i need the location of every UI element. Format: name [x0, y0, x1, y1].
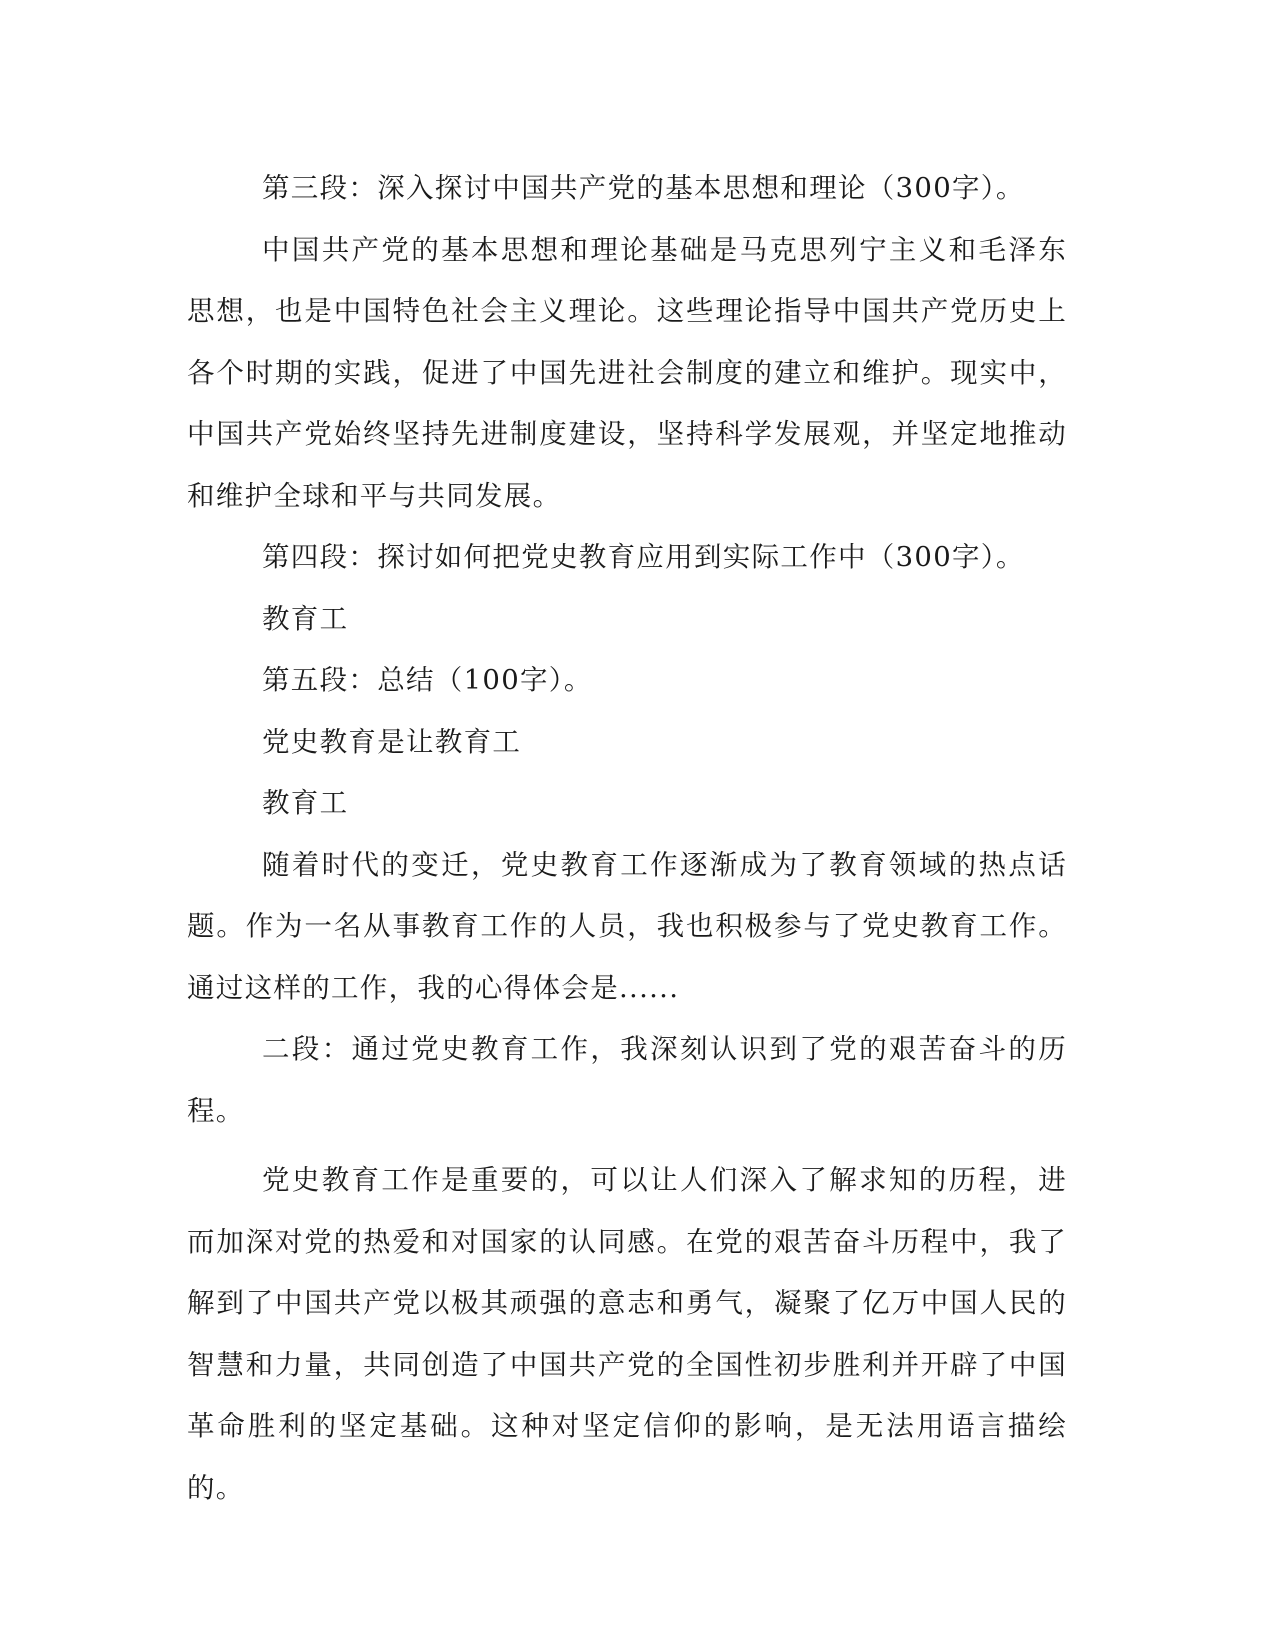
section-four-body: 教育工 [262, 602, 349, 635]
document-body [187, 158, 1067, 1519]
section-five-body: 党史教育是让教育工 [262, 725, 522, 758]
intro-paragraph: 随着时代的变迁，党史教育工作逐渐成为了教育领域的热点话题。作为一名从事教育工作的人员，我也积极参与了党史教育工作。通过这样的工作，我的心得体会是...... [187, 848, 1067, 1004]
section-five-heading: 第五段：总结（100字）。 [262, 664, 593, 696]
section-three-body: 中国共产党的基本思想和理论基础是马克思列宁主义和毛泽东思想，也是中国特色社会主义理论。这些理论指导中国共产党历史上各个时期的实践，促进了中国先进社会制度的建立和维护。现实中，中国共产党始终坚持先进制度建设，坚持科学发展观，并坚定地推动和维护全球和平与共同发展。 [187, 233, 1067, 512]
section-four-heading: 第四段：探讨如何把党史教育应用到实际工作中（300字）。 [262, 541, 1025, 573]
section-two-heading: 二段：通过党史教育工作，我深刻认识到了党的艰苦奋斗的历程。 [187, 1033, 1067, 1127]
section-three-heading: 第三段：深入探讨中国共产党的基本思想和理论（300字）。 [262, 172, 1025, 204]
section-two-body: 党史教育工作是重要的，可以让人们深入了解求知的历程，进而加深对党的热爱和对国家的认同感。在党的艰苦奋斗历程中，我了解到了中国共产党以极其顽强的意志和勇气，凝聚了亿万中国人民的智慧和力量，共同创造了中国共产党的全国性初步胜利并开辟了中国革命胜利的坚定基础。这种对坚定信仰的影响，是无法用语言描绘的。 [187, 1164, 1067, 1504]
fragment-paragraph: 教育工 [262, 787, 349, 819]
